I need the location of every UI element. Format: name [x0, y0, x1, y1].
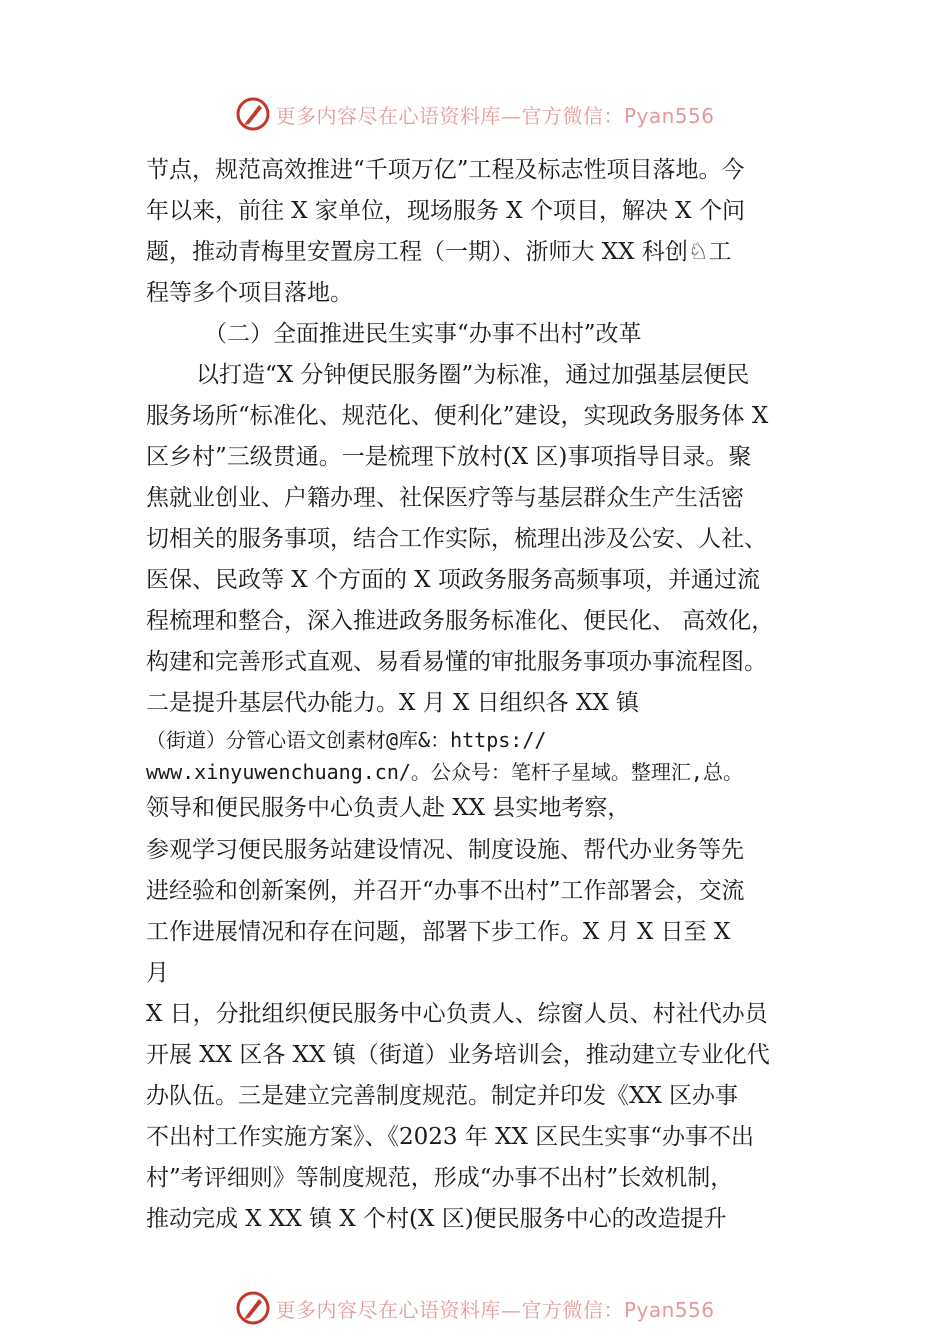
text-line: 切相关的服务事项，结合工作实际，梳理出涉及公安、人社、	[146, 526, 767, 552]
document-body	[146, 150, 836, 1240]
text-line: 办队伍。三是建立完善制度规范。制定并印发《XX 区办事	[146, 1083, 739, 1109]
text-line: 村”考评细则》等制度规范，形成“办事不出村”长效机制，	[146, 1165, 734, 1191]
text-line: 推动完成 X XX 镇 X 个村(X 区)便民服务中心的改造提升	[146, 1206, 727, 1232]
text-line: 医保、民政等 X 个方面的 X 项政务服务高频事项，并通过流	[146, 567, 760, 593]
header-banner	[0, 94, 950, 134]
text-line: 题，推动青梅里安置房工程（一期）、浙师大 XX 科创♘工	[146, 239, 732, 265]
watermark-line: www.xinyuwenchuang.cn/。公众号：笔杆子星域。整理汇,总。	[146, 760, 743, 784]
section-heading: （二）全面推进民生实事“办事不出村”改革	[204, 321, 642, 347]
pen-logo-icon	[235, 1290, 271, 1326]
wechat-id: Pyan556	[623, 1297, 715, 1322]
text-line: 二是提升基层代办能力。X 月 X 日组织各 XX 镇	[146, 690, 640, 716]
text-line: 进经验和创新案例，并召开“办事不出村”工作部署会，交流	[146, 878, 745, 904]
text-line: X 日，分批组织便民服务中心负责人、综窗人员、村社代办员	[146, 1001, 768, 1027]
text-line: 服务场所“标准化、规范化、便利化”建设，实现政务服务体 X	[146, 403, 769, 429]
text-line: 开展 XX 区各 XX 镇（街道）业务培训会，推动建立专业化代	[146, 1042, 770, 1068]
text-line: 区乡村”三级贯通。一是梳理下放村(X 区)事项指导目录。聚	[146, 444, 752, 470]
banner-text: 更多内容尽在心语资料库—官方微信：Pyan556	[275, 1297, 715, 1322]
watermark-line: （街道）分管心语文创素材@库&：https://	[146, 728, 547, 752]
text-line: 程梳理和整合，深入推进政务服务标准化、便民化、 高效化，	[146, 608, 775, 634]
text-line: 构建和完善形式直观、易看易懂的审批服务事项办事流程图。	[146, 649, 767, 675]
text-line: 以打造“X 分钟便民服务圈”为标准，通过加强基层便民	[196, 362, 750, 388]
text-line: 工作进展情况和存在问题，部署下步工作。X 月 X 日至 X	[146, 919, 731, 945]
text-line: 领导和便民服务中心负责人赴 XX 县实地考察，	[146, 795, 631, 821]
text-line: 参观学习便民服务站建设情况、制度设施、帮代办业务等先	[146, 837, 744, 863]
banner-text: 更多内容尽在心语资料库—官方微信：Pyan556	[275, 103, 715, 128]
text-line: 焦就业创业、户籍办理、社保医疗等与基层群众生产生活密	[146, 485, 744, 511]
text-line: 程等多个项目落地。	[146, 280, 353, 306]
text-line: 节点，规范高效推进“千项万亿”工程及标志性项目落地。今	[146, 157, 745, 183]
footer-banner	[0, 1288, 950, 1328]
pen-logo-icon	[235, 96, 271, 132]
text-line: 年以来，前往 X 家单位，现场服务 X 个项目，解决 X 个问	[146, 198, 745, 224]
wechat-id: Pyan556	[623, 103, 715, 128]
text-line: 不出村工作实施方案》、《2023 年 XX 区民生实事“办事不出	[146, 1124, 754, 1150]
text-line: 月	[146, 960, 169, 986]
